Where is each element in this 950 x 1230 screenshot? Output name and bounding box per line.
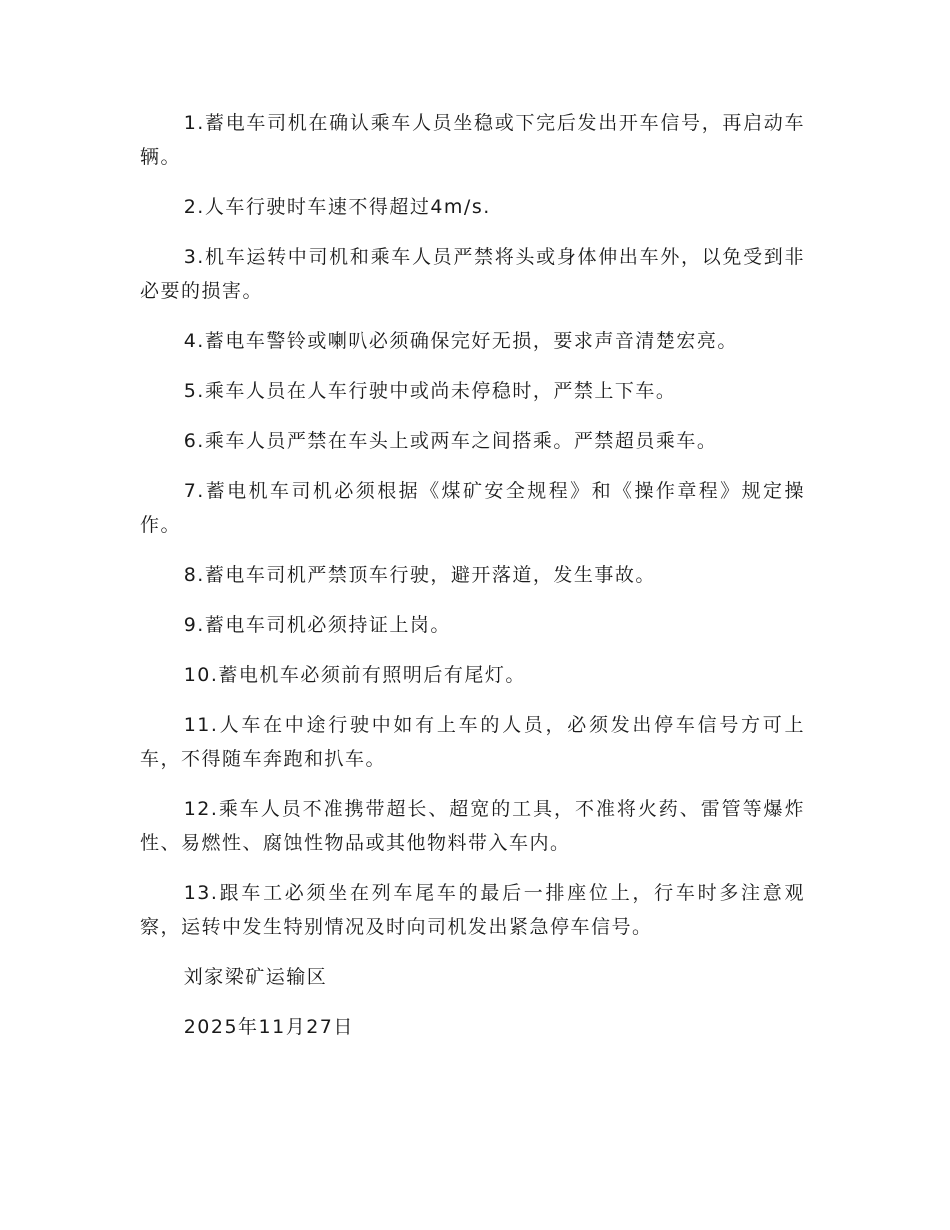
rule-paragraph-6: 6.乘车人员严禁在车头上或两车之间搭乘。严禁超员乘车。 — [183, 430, 718, 452]
rule-paragraph-7: 7.蓄电机车司机必须根据《煤矿安全规程》和《操作章程》规定操作。 — [140, 480, 805, 536]
rule-paragraph-3: 3.机车运转中司机和乘车人员严禁将头或身体伸出车外，以免受到非必要的损害。 — [140, 246, 805, 302]
rule-paragraph-4: 4.蓄电车警铃或喇叭必须确保完好无损，要求声音清楚宏亮。 — [183, 330, 738, 352]
rule-paragraph-2: 2.人车行驶时车速不得超过4m/s. — [183, 196, 491, 218]
rule-paragraph-5: 5.乘车人员在人车行驶中或尚未停稳时，严禁上下车。 — [183, 380, 677, 402]
rule-paragraph-13: 13.跟车工必须坐在列车尾车的最后一排座位上，行车时多注意观察，运转中发生特别情况及时向司机发出紧急停车信号。 — [140, 882, 805, 938]
rule-paragraph-1: 1.蓄电车司机在确认乘车人员坐稳或下完后发出开车信号，再启动车辆。 — [140, 112, 805, 168]
rule-paragraph-10: 10.蓄电机车必须前有照明后有尾灯。 — [183, 664, 526, 686]
rule-paragraph-11: 11.人车在中途行驶中如有上车的人员，必须发出停车信号方可上车，不得随车奔跑和扒车。 — [140, 714, 805, 770]
signature-organization: 刘家梁矿运输区 — [183, 966, 328, 988]
rule-paragraph-12: 12.乘车人员不准携带超长、超宽的工具，不准将火药、雷管等爆炸性、易燃性、腐蚀性物品或其他物料带入车内。 — [140, 798, 805, 854]
rule-paragraph-9: 9.蓄电车司机必须持证上岗。 — [183, 614, 451, 636]
signature-date: 2025年11月27日 — [183, 1016, 354, 1038]
rule-paragraph-8: 8.蓄电车司机严禁顶车行驶，避开落道，发生事故。 — [183, 564, 656, 586]
document-body — [140, 106, 805, 1060]
